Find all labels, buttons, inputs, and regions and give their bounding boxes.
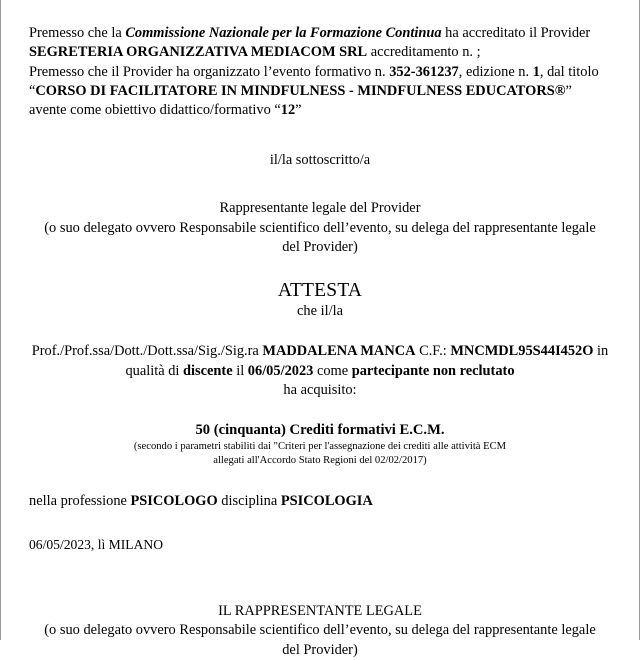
attesta-heading: ATTESTA <box>277 280 363 302</box>
rappresentante-subtitle-line2: del Provider) <box>282 239 358 256</box>
certificate-body <box>29 24 611 660</box>
partecipante-role: discente <box>183 362 233 379</box>
crediti-nota-line2: allegati all'Accordo Stato Regioni del 02/02/2017) <box>213 454 427 466</box>
rappresentante-subtitle-line1: (o suo delegato ovvero Responsabile scientifico dell’evento, su delega del rappresentante legale <box>44 219 596 236</box>
crediti-nota <box>29 440 611 467</box>
ha-acquisito-label: ha acquisito: <box>283 381 357 398</box>
provider-name: SEGRETERIA ORGANIZZATIVA MEDIACOM SRL <box>29 44 368 61</box>
commissione-nazionale-emphasis: Commissione Nazionale per la Formazione Continua <box>125 25 442 41</box>
premessa-edizione-lead: , edizione n. <box>458 63 533 80</box>
partecipante-date-prefix: il <box>232 362 248 379</box>
partecipante-date: 06/05/2023 <box>247 362 314 379</box>
course-title: CORSO DI FACILITATORE IN MINDFULNESS - MINDFULNESS EDUCATORS® <box>35 82 566 99</box>
luogo-data: 06/05/2023, lì MILANO <box>29 537 164 553</box>
premessa-lead-text: Premesso che la <box>29 25 126 41</box>
firma-title: IL RAPPRESENTANTE LEGALE <box>218 603 422 620</box>
partecipante-status: partecipante non reclutato <box>351 362 515 379</box>
spacer-professione <box>29 467 611 492</box>
spacer-crediti <box>29 400 611 421</box>
partecipante-name: MADDALENA MANCA <box>262 343 416 360</box>
premessa-titolo-close: ” <box>565 82 572 99</box>
spacer-firma <box>29 554 611 602</box>
edition-number: 1 <box>532 63 540 80</box>
partecipante-salutation: Prof./Prof.ssa/Dott./Dott.ssa/Sig./Sig.ra <box>31 343 263 360</box>
professione-prefix: nella professione <box>29 493 131 510</box>
professione-block <box>29 492 611 511</box>
spacer-rappresentante <box>29 170 611 199</box>
sottoscritto-label: il/la sottoscritto/a <box>269 152 371 169</box>
premessa-evento-lead: Premesso che il Provider ha organizzato l’evento formativo n. <box>29 63 390 80</box>
premessa-obiettivo-close: ” <box>295 102 302 119</box>
firma-subtitle <box>29 621 611 660</box>
crediti-amount: 50 (cinquanta) Crediti formativi E.C.M. <box>195 422 445 439</box>
premessa-accreditamento-text: accreditamento n. ; <box>367 44 481 61</box>
premessa-provider-lead: ha accreditato il Provider <box>441 25 591 41</box>
professione-value: PSICOLOGO <box>130 493 218 510</box>
crediti-nota-line1: (secondo i parametri stabiliti dai "Criteri per l'assegnazione dei crediti alle attività ECM <box>133 441 507 453</box>
disciplina-prefix: disciplina <box>217 493 281 510</box>
premessa-paragraph <box>29 24 611 120</box>
spacer-partecipante <box>29 321 611 342</box>
rappresentante-title: Rappresentante legale del Provider <box>219 200 421 217</box>
attesta-subheading: che il/la <box>297 303 343 320</box>
spacer-attesta <box>29 257 611 279</box>
objective-code: 12 <box>280 102 296 119</box>
partecipante-block <box>29 342 611 400</box>
partecipante-role-prefix: in qualità di <box>125 343 609 379</box>
firma-subtitle-line2: del Provider) <box>282 641 358 658</box>
premessa-obiettivo-lead: avente come obiettivo didattico/formativo “ <box>29 102 281 119</box>
spacer-luogo-data <box>29 511 611 535</box>
partecipante-status-prefix: come <box>313 362 352 379</box>
firma-subtitle-line1: (o suo delegato ovvero Responsabile scientifico dell’evento, su delega del rappresentante legale <box>44 622 596 639</box>
codice-fiscale-value: MNCMDL95S44I452O <box>450 343 594 360</box>
codice-fiscale-label: C.F.: <box>415 343 451 360</box>
spacer-sottoscritto <box>29 120 611 151</box>
rappresentante-block <box>29 199 611 257</box>
premessa-titolo-lead: , dal titolo “ <box>29 63 599 99</box>
event-number: 352-361237 <box>389 63 459 80</box>
disciplina-value: PSICOLOGIA <box>280 493 373 510</box>
